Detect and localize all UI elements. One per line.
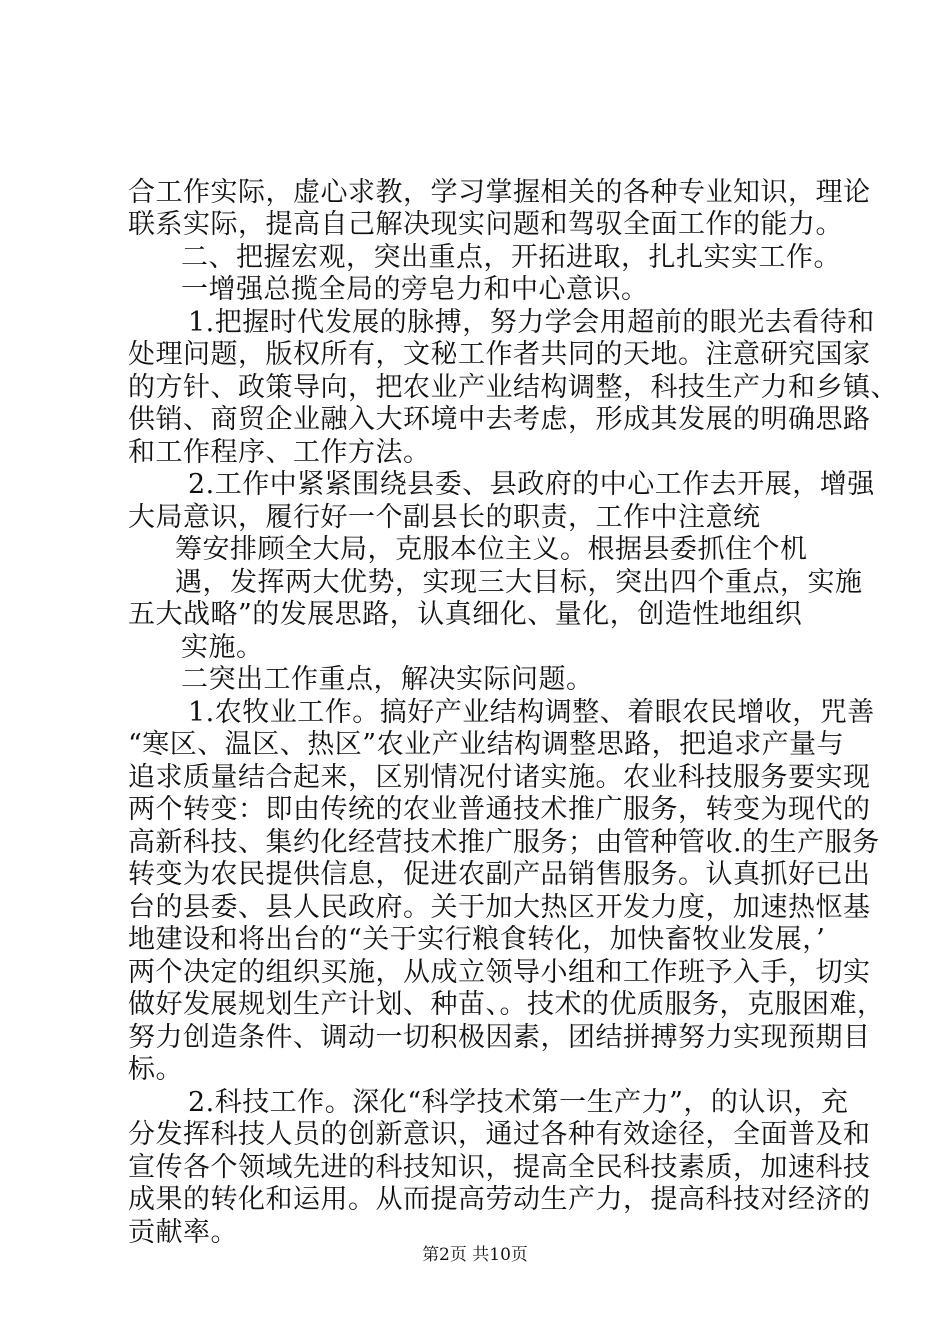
text-line: 和工作程序、工作方法。: [128, 437, 431, 468]
subsection-heading: 一增强总揽全局的旁皂力和中心意识。: [181, 274, 649, 305]
page-number-footer: 第2页 共10页: [422, 1245, 528, 1265]
text-line: 台的县委、县人民政府。关于加大热区开发力度，加速热怄基: [128, 892, 871, 923]
text-line: 供销、商贸企业融入大环境中去考虑，形成其发展的明确思路: [128, 404, 871, 435]
text-line: 的方针、政策导向，把农业产业结构调整，科技生产力和乡镇、: [128, 372, 898, 403]
text-line: 分发挥科技人员的创新意识，通过各种有效途径，全面普及和: [128, 1119, 871, 1150]
text-line: “寒区、温区、热区”农业产业结构调整思路，把追求产量与: [128, 729, 845, 760]
subsection-heading: 二突出工作重点，解决实际问题。: [181, 664, 594, 695]
text-line: 追求质量结合起来，区别情况付诸实施。农业科技服务要实现: [128, 762, 871, 793]
text-line: 宣传各个领域先进的科技知识，提高全民科技素质，加速科技: [128, 1152, 871, 1183]
text-line: 2.工作中紧紧围绕县委、县政府的中心工作去开展，增强: [188, 469, 875, 500]
text-line: 联系实际，提高自己解决现实问题和驾驭全面工作的能力。: [128, 209, 843, 240]
text-line: 五大战略”的发展思路，认真细化、量化，创造性地组织: [128, 599, 803, 630]
text-line: 转变为农民提供信息，促进农副产品销售服务。认真抓好已出: [128, 859, 871, 890]
text-line: 地建设和将出台的“关于实行粮食转化，加快畜牧业发展，’: [128, 924, 826, 955]
text-line: 实施。: [181, 632, 264, 663]
text-line: 标。: [128, 1054, 183, 1085]
text-line: 合工作实际，虚心求教，学习掌握相关的各种专业知识，理论: [128, 177, 871, 208]
text-line: 处理问题，版权所有，文秘工作者共同的天地。注意研究国家: [128, 339, 871, 370]
section-heading: 二、把握宏观，突出重点，开拓进取，扎扎实实工作。: [181, 242, 841, 273]
text-line: 两个决定的组织买施，从成立领导小组和工作班予入手，切实: [128, 957, 871, 988]
text-line: 1.把握时代发展的脉搏，努力学会用超前的眼光去看待和: [188, 307, 875, 338]
text-line: 筹安排顾全大局，克服本位主义。根据县委抓住个机: [175, 534, 808, 565]
text-line: 1.农牧业工作。搞好产业结构调整、着眼农民增收，咒善: [188, 697, 875, 728]
text-line: 成果的转化和运用。从而提高劳动生产力，提高科技对经济的: [128, 1184, 871, 1215]
text-line: 2.科技工作。深化“科学技术第一生产力”，的认识，充: [188, 1087, 849, 1118]
text-line: 高新科技、集约化经营技术推广服务；由管种管收.的生产服务: [128, 827, 880, 858]
text-line: 努力创造条件、调动一切积极因素，团结拼搏努力实现预期目: [128, 1022, 871, 1053]
text-line: 贡献率。: [128, 1217, 238, 1248]
text-line: 做好发展规划生产计划、种苗、。技术的优质服务，克服困难，: [128, 989, 885, 1020]
text-line: 两个转变：即由传统的农业普通技术推广服务，转变为现代的: [128, 794, 871, 825]
text-line: 大局意识，履行好一个副县长的职责，工作中注意统: [128, 502, 761, 533]
text-line: 遇，发挥两大优势，实现三大目标，突出四个重点，实施: [175, 567, 863, 598]
